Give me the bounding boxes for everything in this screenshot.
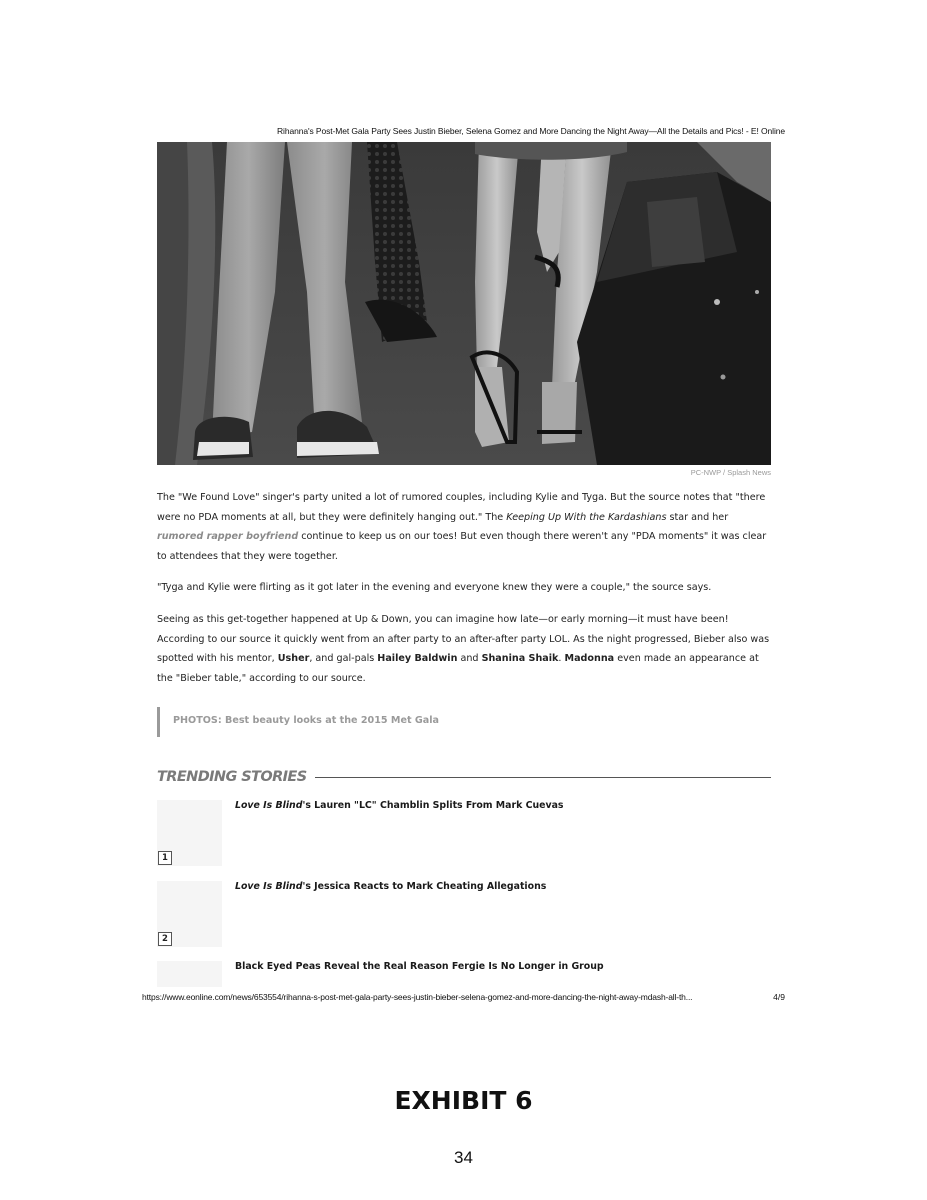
text-run: Seeing as this get-together happened at Up & Down, you can imagine how late—or early morning—it must have been! According to our source it quickly went from an after party to an after-after party LOL. As the night progressed, Bieber also was spotted with his mentor, xyxy=(157,613,770,665)
story-title-text: 's Jessica Reacts to Mark Cheating Allegations xyxy=(302,881,547,892)
name-shanina: Shanina Shaik xyxy=(481,653,559,665)
trending-story-1[interactable] xyxy=(157,800,771,866)
rumored-boyfriend-link[interactable]: rumored rapper boyfriend xyxy=(157,531,299,543)
exhibit-label: EXHIBIT 6 xyxy=(394,1086,533,1115)
show-title: Keeping Up With the Kardashians xyxy=(506,511,667,523)
text-run: . xyxy=(558,653,565,665)
trending-divider xyxy=(315,777,771,778)
photo-credit: PC-NWP / Splash News xyxy=(690,468,771,477)
story-title-italic: Love Is Blind xyxy=(235,800,303,811)
text-run: and xyxy=(457,653,482,665)
name-hailey: Hailey Baldwin xyxy=(377,653,458,665)
text-run: The "We Found Love" singer's party united a lot of rumored couples, including Kylie and Tyga. But the source notes that "there were no PDA moments at all, but they were definitely hanging out." The xyxy=(157,492,766,523)
story-thumbnail[interactable] xyxy=(157,961,222,987)
print-footer-url: https://www.eonline.com/news/653554/rihanna-s-post-met-gala-party-sees-justin-bieber-selena-gomez-and-more-dancing-the-night-away-mdash-all-th... xyxy=(142,992,693,1002)
article-photo xyxy=(157,142,771,465)
story-title[interactable] xyxy=(235,800,564,811)
article-body xyxy=(157,488,777,700)
print-footer xyxy=(142,992,785,1002)
print-header-title: Rihanna's Post-Met Gala Party Sees Justin Bieber, Selena Gomez and More Dancing the Night Away—All the Details and Pics! - E! Online xyxy=(277,126,785,136)
story-thumbnail[interactable] xyxy=(157,800,222,866)
article-paragraph-2: "Tyga and Kylie were flirting as it got later in the evening and everyone knew they were a couple," the source says. xyxy=(157,582,712,594)
story-title[interactable] xyxy=(235,961,604,972)
story-rank: 1 xyxy=(158,851,172,865)
story-thumbnail[interactable] xyxy=(157,881,222,947)
trending-title: TRENDING STORIES xyxy=(157,769,307,785)
trending-header xyxy=(157,767,771,787)
article-paragraph-3 xyxy=(157,610,777,688)
text-run: star and her xyxy=(666,511,729,523)
print-footer-page: 4/9 xyxy=(773,992,785,1002)
text-run: , and gal-pals xyxy=(309,653,378,665)
text-run: continue to keep us on our toes! But even though there weren't any "PDA moments" it was clear to attendees that they were together. xyxy=(157,531,767,562)
story-title-text: Black Eyed Peas Reveal the Real Reason Fergie Is No Longer in Group xyxy=(235,961,604,972)
name-usher: Usher xyxy=(277,653,310,665)
article-paragraph-1 xyxy=(157,488,777,566)
page-number: 34 xyxy=(454,1148,473,1167)
story-rank: 2 xyxy=(158,932,172,946)
photos-gallery-link[interactable]: PHOTOS: Best beauty looks at the 2015 Met Gala xyxy=(157,707,439,737)
trending-story-3[interactable] xyxy=(157,961,771,987)
story-title[interactable] xyxy=(235,881,546,892)
name-madonna: Madonna xyxy=(564,653,615,665)
text-run: even made an appearance at the "Bieber table," according to our source. xyxy=(157,653,759,684)
story-title-italic: Love Is Blind xyxy=(235,881,303,892)
photo-illustration xyxy=(157,142,771,465)
story-title-text: 's Lauren "LC" Chamblin Splits From Mark Cuevas xyxy=(302,800,564,811)
trending-story-2[interactable] xyxy=(157,881,771,947)
